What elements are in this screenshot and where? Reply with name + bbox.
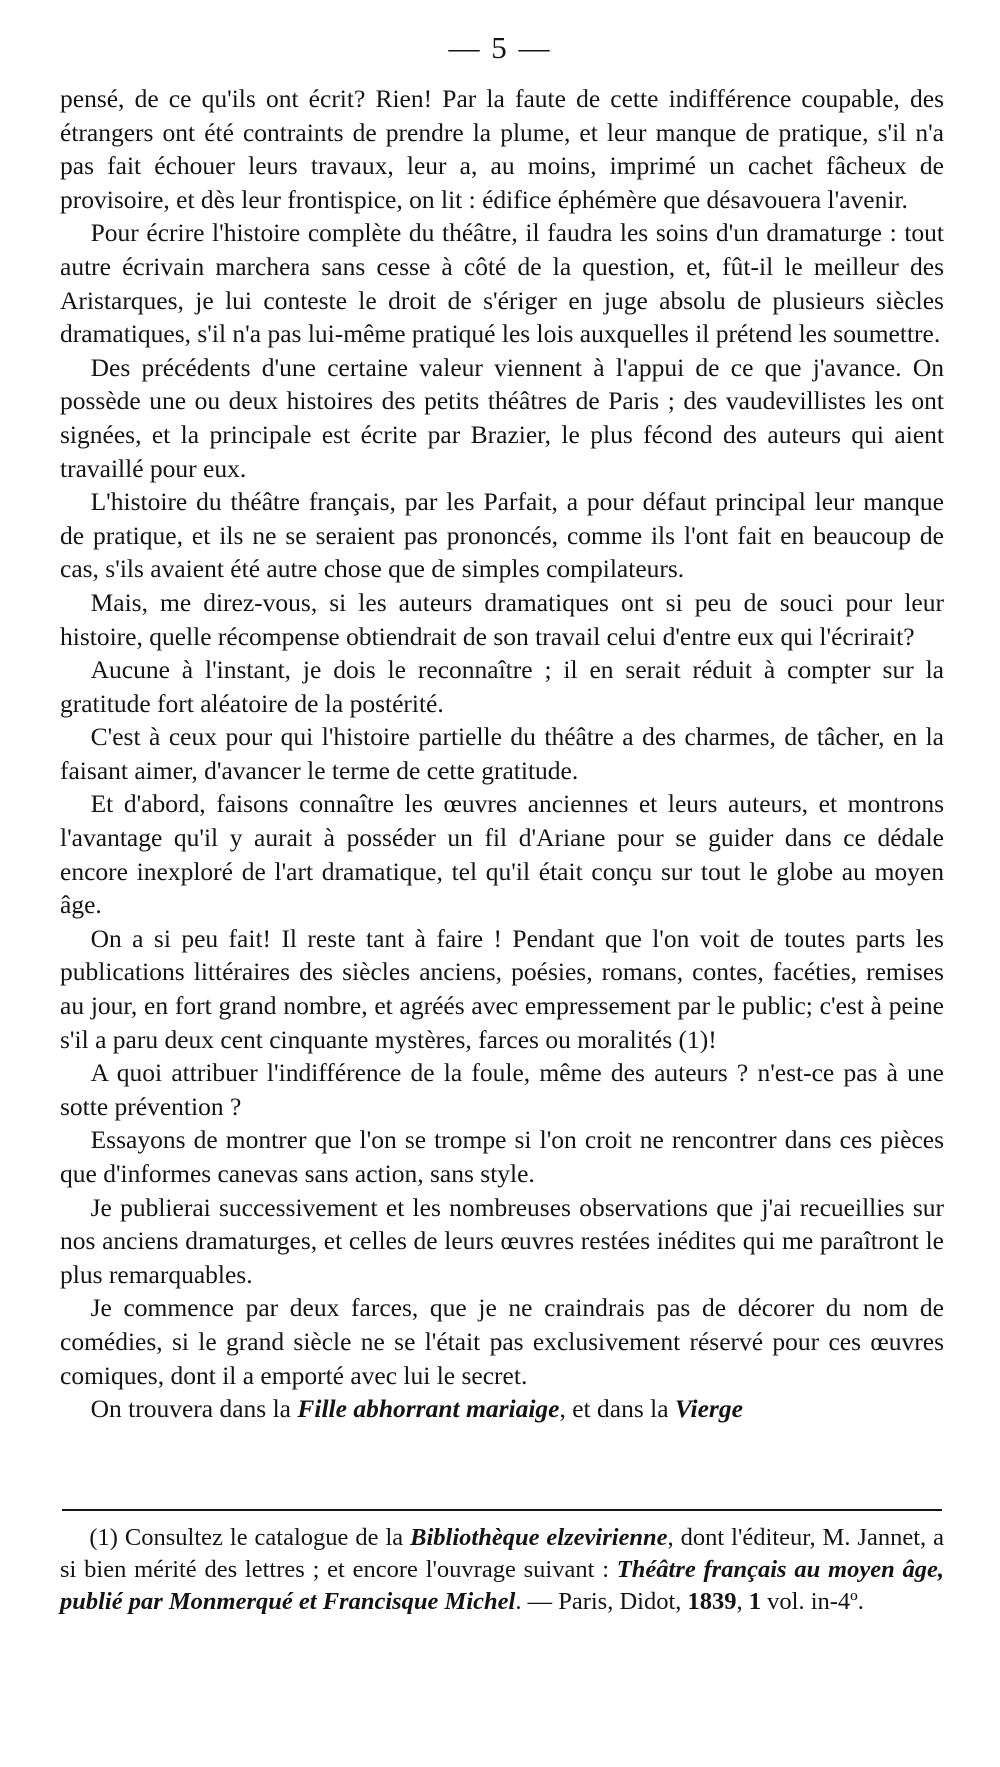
text-run: , dont l'éditeur, M. Jannet, a si bien mérité des lettres ; et encore l'ouvrage suivant :: [60, 1524, 944, 1583]
text-run: C'est à ceux pour qui l'histoire partielle du théâtre a des charmes, de tâcher, en la faisant aimer, d'avancer le terme de cette gratitude.: [60, 722, 944, 785]
paragraph: [60, 1392, 944, 1426]
text-run: Et d'abord, faisons connaître les œuvres anciennes et leurs auteurs, et montrons l'avantage qu'il y aurait à posséder un fil d'Ariane pour se guider dans ce dédale encore inexploré de l'art dramatique, tel qu'il était conçu sur tout le globe au moyen âge.: [60, 789, 944, 920]
bold-number: 1: [748, 1588, 762, 1615]
text-run: Essayons de montrer que l'on se trompe si l'on croit ne rencontrer dans ces pièces que d'informes canevas sans action, sans style.: [60, 1125, 944, 1188]
footnote-rule: [62, 1509, 942, 1511]
text-run: ,: [736, 1588, 749, 1615]
paragraph: [60, 1191, 944, 1292]
paragraph: [60, 82, 944, 216]
text-run: L'histoire du théâtre français, par les Parfait, a pour défaut principal leur manque de pratique, et ils ne se seraient pas prononcés, comme ils l'ont fait en beaucoup de cas, s'ils avaient été autre chose que de simples compilateurs.: [60, 487, 944, 584]
text-run: On a si peu fait! Il reste tant à faire ! Pendant que l'on voit de toutes parts les publications littéraires des siècles anciens, poésies, romans, contes, facéties, remises au jour, en fort grand nombre, et agréés avec empressement par le public; c'est à peine s'il a paru deux cent cinquante mystères, farces ou moralités (1)!: [60, 923, 944, 1054]
italic-title: Fille abhorrant mariaige: [297, 1394, 560, 1424]
text-run: Je publierai successivement et les nombreuses observations que j'ai recueillies sur nos anciens dramaturges, et celles de leurs œuvres restées inédites qui me paraîtront le plus remarquables.: [60, 1192, 944, 1289]
italic-title: Théâtre français au moyen âge, publié par Monmerqué et Francisque Michel: [60, 1556, 944, 1615]
paragraph: [60, 216, 944, 350]
text-run: Je commence par deux farces, que je ne craindrais pas de décorer du nom de comédies, si le grand siècle ne se l'était pas exclusivement réservé pour ces œuvres comiques, dont il a emporté avec lui le secret.: [60, 1293, 944, 1390]
paragraph: [60, 720, 944, 787]
page-number: — 5 —: [448, 30, 552, 65]
text-run: vol. in-4º.: [761, 1588, 864, 1615]
italic-title: Bibliothèque elzevirienne: [410, 1524, 668, 1551]
paragraph: [60, 485, 944, 586]
paragraph: [60, 922, 944, 1056]
text-run: . — Paris, Didot,: [515, 1588, 688, 1615]
bold-number: 1839: [687, 1588, 737, 1615]
text-run: Pour écrire l'histoire complète du théâtre, il faudra les soins d'un dramaturge : tout autre écrivain marchera sans cesse à côté de la question, et, fût-il le meilleur des Aristarques, je lui conteste le droit de s'ériger en juge absolu de plusieurs siècles dramatiques, s'il n'a pas lui-même pratiqué les lois auxquelles il prétend les soumettre.: [60, 218, 944, 349]
body-text: [60, 82, 944, 1426]
paragraph: [60, 1056, 944, 1123]
paragraph: [60, 351, 944, 485]
text-run: Mais, me direz-vous, si les auteurs dramatiques ont si peu de souci pour leur histoire, quelle récompense obtiendrait de son travail celui d'entre eux qui l'écrirait?: [60, 587, 944, 651]
footnote-paragraph: [60, 1522, 944, 1618]
paragraph: [60, 586, 944, 653]
text-run: On trouvera dans la: [90, 1394, 298, 1424]
text-run: pensé, de ce qu'ils ont écrit? Rien! Par la faute de cette indifférence coupable, des étrangers ont été contraints de prendre la plume, et leur manque de pratique, s'il n'a pas fait échouer leurs travaux, leur a, au moins, imprimé un cachet fâcheux de provisoire, et dès leur frontispice, on lit : édifice éphémère que désavouera l'avenir.: [60, 84, 944, 214]
footnote: [60, 1522, 944, 1618]
paragraph: [60, 1291, 944, 1392]
italic-title: Vierge: [674, 1394, 743, 1424]
paragraph: [60, 653, 944, 720]
paragraph: [60, 787, 944, 921]
text-run: (1) Consultez le catalogue de la: [89, 1524, 411, 1551]
paragraph: [60, 1123, 944, 1190]
text-run: Aucune à l'instant, je dois le reconnaître ; il en serait réduit à compter sur la gratitude fort aléatoire de la postérité.: [60, 655, 944, 718]
text-run: Des précédents d'une certaine valeur viennent à l'appui de ce que j'avance. On possède une ou deux histoires des petits théâtres de Paris ; des vaudevillistes les ont signées, et la principale est écrite par Brazier, le plus fécond des auteurs qui aient travaillé pour eux.: [60, 352, 944, 483]
text-run: , et dans la: [559, 1394, 675, 1424]
text-run: A quoi attribuer l'indifférence de la foule, même des auteurs ? n'est-ce pas à une sotte prévention ?: [60, 1058, 944, 1121]
